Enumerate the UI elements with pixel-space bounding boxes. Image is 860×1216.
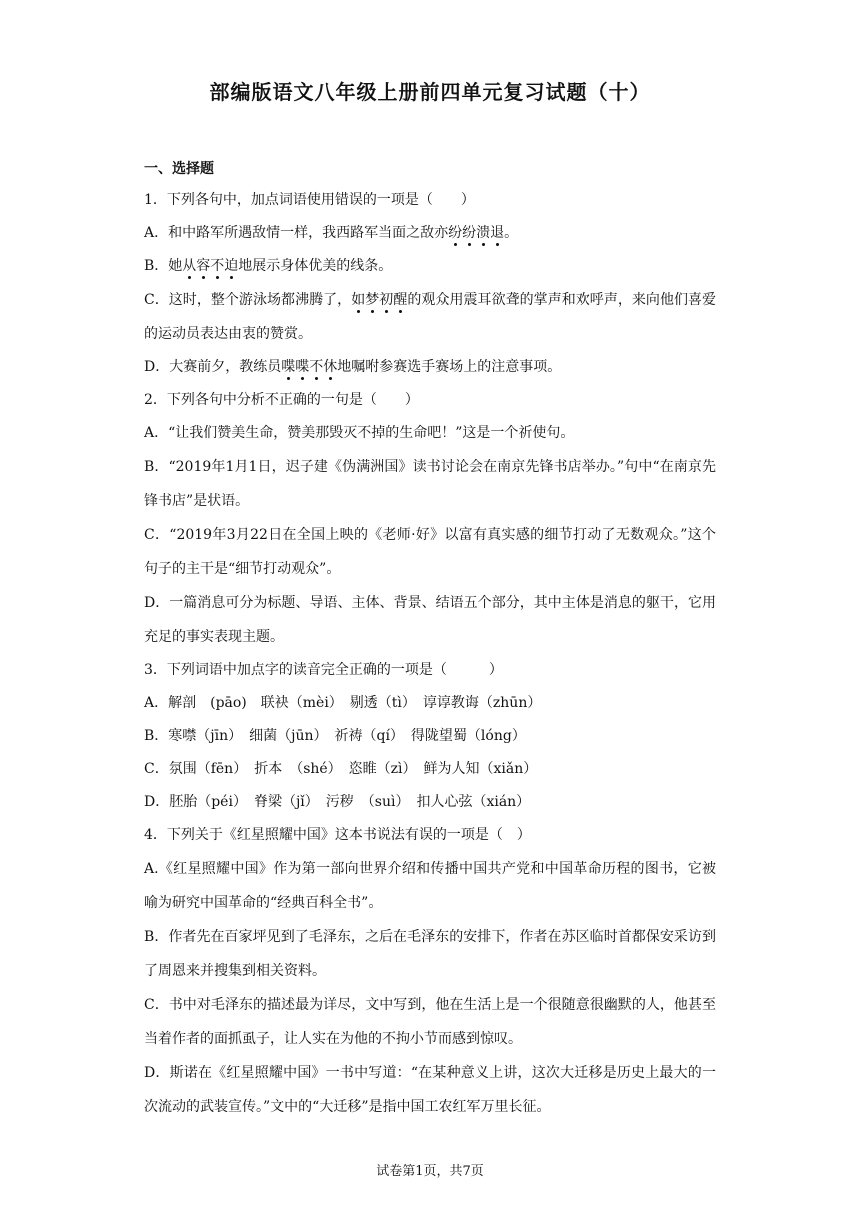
question-1-option-a: A．和中路军所遇敌情一样，我西路军当面之敌亦纷纷溃退。	[144, 225, 519, 241]
question-1-stem: 1．下列各句中，加点词语使用错误的一项是（ ）	[144, 192, 475, 208]
page-footer: 试卷第1页，共7页	[376, 1164, 484, 1179]
question-2-option-b: B．“2019年1月1日，迟子建《伪满洲国》读书讨论会在南京先锋书店举办。”句中“在南京先锋书店”是状语。	[144, 459, 716, 509]
dotted-word: 从容不迫	[182, 258, 239, 274]
question-1-option-b: B．她从容不迫地展示身体优美的线条。	[144, 258, 393, 274]
section-heading: 一、选择题	[144, 161, 214, 177]
question-3-option-b: B．寒噤（jīn） 细菌（jūn） 祈祷（qí） 得陇望蜀（lóng）	[144, 728, 526, 744]
question-2-option-d: D．一篇消息可分为标题、导语、主体、背景、结语五个部分，其中主体是消息的躯干，它用充足的事实表现主题。	[144, 595, 716, 645]
question-2-option-a: A．“让我们赞美生命，赞美那毁灭不掉的生命吧！”这是一个祈使句。	[144, 425, 575, 441]
question-3-option-c: C．氛围（fēn） 折本 （shé） 恣睢（zì） 鲜为人知（xiǎn）	[144, 761, 538, 777]
question-4-option-c: C．书中对毛泽东的描述最为详尽，文中写到，他在生活上是一个很随意很幽默的人，他甚至当着作者的面抓虱子，让人实在为他的不拘小节而感到惊叹。	[144, 997, 716, 1047]
question-2-option-c: C．“2019年3月22日在全国上映的《老师·好》以富有真实感的细节打动了无数观众。”这个句子的主干是“细节打动观众”。	[144, 527, 716, 577]
question-1-option-d: D．大赛前夕，教练员喋喋不休地嘱咐参赛选手赛场上的注意事项。	[144, 359, 562, 375]
question-1-option-c: C．这时，整个游泳场都沸腾了，如梦初醒的观众用震耳欲聋的掌声和欢呼声，来向他们喜爱的运动员表达由衷的赞赏。	[144, 292, 717, 342]
question-3-option-d: D．胚胎（péi） 脊梁（jǐ） 污秽 （suì） 扣人心弦（xián）	[144, 794, 531, 810]
question-4-option-d: D．斯诺在《红星照耀中国》一书中写道：“在某种意义上讲，这次大迁移是历史上最大的一次流动的武装宣传。”文中的“大迁移”是指中国工农红军万里长征。	[144, 1065, 716, 1115]
dotted-word: 纷纷溃退	[448, 225, 505, 241]
question-2-stem: 2．下列各句中分析不正确的一句是（ ）	[144, 392, 419, 408]
dotted-word: 喋喋不休	[281, 359, 338, 375]
dotted-word: 如梦初醒	[351, 292, 408, 308]
page-title: 部编版语文八年级上册前四单元复习试题（十）	[209, 80, 651, 104]
question-list	[144, 184, 716, 1124]
question-4-option-b: B．作者先在百家坪见到了毛泽东，之后在毛泽东的安排下，作者在苏区临时首都保安采访到了周恩来并搜集到相关资料。	[144, 929, 716, 979]
question-4-stem: 4．下列关于《红星照耀中国》这本书说法有误的一项是（ ）	[144, 827, 531, 843]
question-3-option-a: A．解剖 (pāo) 联袂（mèi） 剔透（tì） 谆谆教诲（zhūn）	[144, 695, 542, 711]
question-3-stem: 3．下列词语中加点字的读音完全正确的一项是（ ）	[144, 662, 503, 678]
question-4-option-a: A.《红星照耀中国》作为第一部向世界介绍和传播中国共产党和中国革命历程的图书，它被喻为研究中国革命的“经典百科全书”。	[144, 861, 716, 911]
